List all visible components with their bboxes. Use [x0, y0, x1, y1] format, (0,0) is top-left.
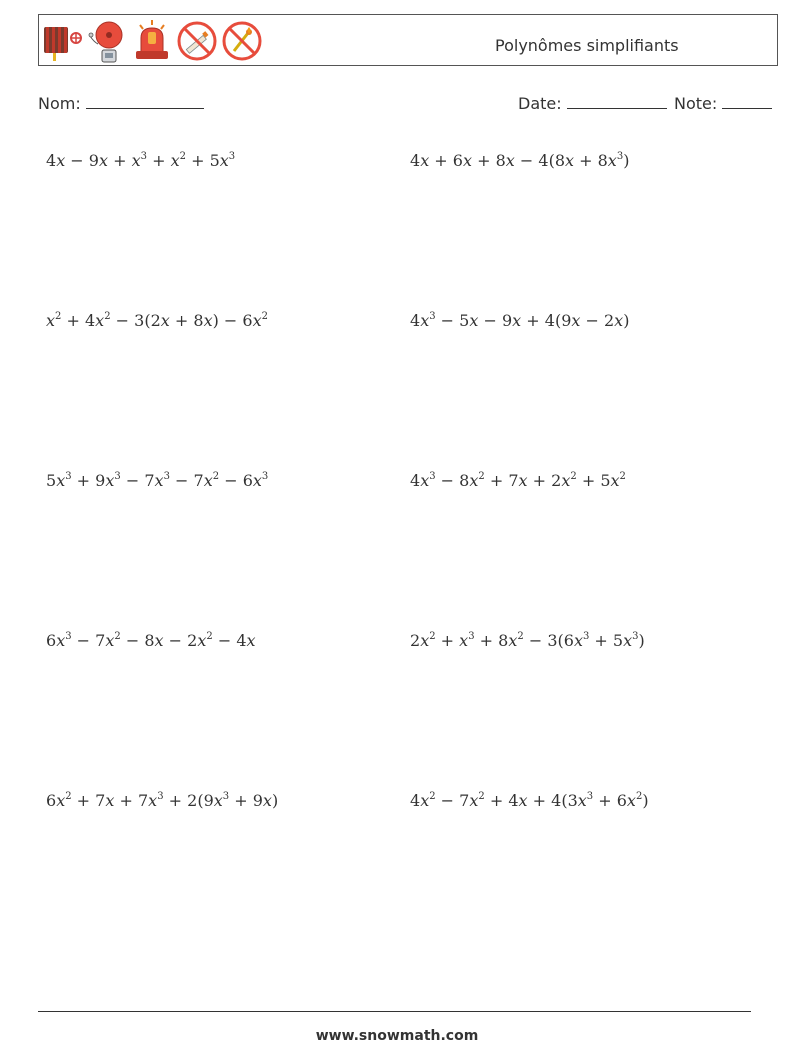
variable-x: x [610, 471, 620, 490]
expr-term: 4 [410, 791, 421, 810]
variable-x: x [98, 151, 109, 170]
problem-8 [410, 631, 645, 650]
variable-x: x [459, 631, 469, 650]
expr-term: − 8 [435, 471, 470, 490]
expr-term: − 4 [212, 631, 247, 650]
expr-term: 6 [46, 631, 57, 650]
exponent: 2 [179, 151, 186, 162]
variable-x: x [469, 791, 479, 810]
expr-term: + 8 [474, 631, 509, 650]
variable-x: x [518, 471, 528, 490]
variable-x: x [148, 791, 158, 810]
variable-x: x [469, 311, 479, 330]
expr-term: − 8 [120, 631, 155, 650]
date-blank[interactable] [567, 94, 667, 109]
expr-term: − 3(6 [523, 631, 574, 650]
expr-term: ) [623, 151, 630, 170]
expr-term: − 5 [435, 311, 470, 330]
expr-term: + 9 [71, 471, 106, 490]
exponent: 3 [261, 471, 269, 482]
exponent: 2 [206, 631, 213, 642]
expr-term: + 7 [71, 791, 106, 810]
exponent: 3 [429, 311, 436, 322]
exponent: 2 [55, 311, 62, 322]
variable-x: x [420, 791, 430, 810]
header-icons [41, 18, 263, 64]
expr-term: + 2 [527, 471, 562, 490]
exponent: 2 [114, 631, 121, 642]
problem-3 [46, 311, 268, 330]
expr-term: + 8 [574, 151, 608, 170]
problem-5 [46, 471, 268, 490]
exponent: 2 [65, 791, 72, 802]
exponent: 3 [114, 471, 121, 482]
exponent: 3 [228, 151, 236, 162]
problem-2 [410, 151, 629, 170]
variable-x: x [420, 151, 430, 170]
variable-x: x [571, 311, 581, 330]
variable-x: x [56, 151, 66, 170]
variable-x: x [154, 631, 164, 650]
grade-label: Note: [674, 94, 718, 113]
variable-x: x [131, 151, 141, 170]
variable-x: x [508, 631, 518, 650]
name-blank[interactable] [86, 94, 204, 109]
expr-term: 4 [46, 151, 57, 170]
variable-x: x [203, 471, 213, 490]
expr-term: + 4 [61, 311, 96, 330]
variable-x: x [420, 311, 430, 330]
page-title: Polynômes simplifiants [495, 36, 679, 55]
variable-x: x [262, 791, 272, 810]
expr-term: 2 [410, 631, 421, 650]
variable-x: x [252, 471, 262, 490]
expr-term: − 7 [71, 631, 106, 650]
expr-term: 4 [410, 151, 421, 170]
expr-term: − 2 [580, 311, 615, 330]
variable-x: x [219, 151, 229, 170]
variable-x: x [518, 791, 528, 810]
expr-term: + 6 [429, 151, 463, 170]
variable-x: x [577, 791, 587, 810]
expr-term: + [147, 151, 171, 170]
exponent: 3 [163, 471, 170, 482]
variable-x: x [56, 631, 66, 650]
date-field[interactable] [518, 94, 667, 113]
variable-x: x [154, 471, 164, 490]
expr-term: 4 [410, 311, 421, 330]
variable-x: x [623, 631, 633, 650]
exponent: 3 [429, 471, 436, 482]
fire-alarm-bell-icon [86, 18, 128, 64]
problem-4 [410, 311, 629, 330]
footer-url[interactable]: www.snowmath.com [315, 1028, 479, 1044]
expr-term: + 8 [169, 311, 204, 330]
expr-term: ) [642, 791, 649, 810]
exponent: 3 [140, 151, 147, 162]
exponent: 3 [222, 791, 230, 802]
exponent: 3 [586, 791, 594, 802]
expr-term: + 4(3 [527, 791, 578, 810]
variable-x: x [505, 151, 515, 170]
exponent: 2 [212, 471, 220, 482]
expr-term: − 7 [169, 471, 204, 490]
expr-term: + 9 [229, 791, 263, 810]
expr-term: 4 [410, 471, 421, 490]
variable-x: x [246, 631, 256, 650]
expr-term: ) [623, 311, 630, 330]
no-matches-icon [221, 18, 263, 64]
expr-term: + 6 [593, 791, 627, 810]
expr-term: − 3(2 [110, 311, 161, 330]
expr-term: 5 [46, 471, 57, 490]
expr-term: − 4(8 [514, 151, 565, 170]
exponent: 3 [157, 791, 164, 802]
variable-x: x [420, 471, 430, 490]
exponent: 2 [429, 631, 436, 642]
exponent: 2 [261, 311, 268, 322]
expr-term: ) − 6 [212, 311, 253, 330]
variable-x: x [469, 471, 479, 490]
exponent: 2 [104, 311, 111, 322]
variable-x: x [252, 311, 262, 330]
expr-term: + 2(9 [163, 791, 214, 810]
variable-x: x [56, 791, 66, 810]
exponent: 2 [619, 471, 626, 482]
exponent: 3 [65, 631, 72, 642]
problem-7 [46, 631, 256, 650]
problem-10 [410, 791, 649, 810]
exponent: 2 [429, 791, 436, 802]
expr-term: + [435, 631, 460, 650]
variable-x: x [197, 631, 207, 650]
expr-term: + 5 [185, 151, 220, 170]
name-label: Nom: [38, 94, 81, 113]
exponent: 2 [635, 791, 643, 802]
expr-term: + 5 [589, 631, 624, 650]
variable-x: x [561, 471, 571, 490]
variable-x: x [512, 311, 522, 330]
expr-term: − 2 [163, 631, 198, 650]
exponent: 2 [478, 791, 485, 802]
expr-term: + [108, 151, 132, 170]
expr-term: − 9 [478, 311, 513, 330]
expr-term: + 7 [484, 471, 519, 490]
variable-x: x [573, 631, 583, 650]
variable-x: x [56, 471, 66, 490]
variable-x: x [213, 791, 223, 810]
variable-x: x [607, 151, 617, 170]
exponent: 2 [478, 471, 485, 482]
exponent: 3 [582, 631, 590, 642]
exponent: 2 [517, 631, 524, 642]
expr-term: ) [638, 631, 645, 650]
variable-x: x [105, 791, 115, 810]
expr-term: + 8 [472, 151, 506, 170]
name-field[interactable] [38, 94, 204, 113]
grade-blank[interactable] [722, 94, 772, 109]
variable-x: x [203, 311, 213, 330]
variable-x: x [105, 631, 115, 650]
grade-field[interactable] [674, 94, 772, 113]
exponent: 3 [468, 631, 475, 642]
expr-term: 6 [46, 791, 57, 810]
variable-x: x [626, 791, 636, 810]
fire-hose-reel-icon [41, 18, 83, 64]
expr-term: − 9 [65, 151, 99, 170]
expr-term: ) [271, 791, 279, 810]
variable-x: x [462, 151, 473, 170]
no-smoking-icon [176, 18, 218, 64]
problem-9 [46, 791, 278, 810]
worksheet-header [38, 14, 778, 66]
variable-x: x [614, 311, 624, 330]
expr-term: − 7 [435, 791, 470, 810]
exponent: 3 [65, 471, 72, 482]
variable-x: x [565, 151, 575, 170]
variable-x: x [95, 311, 105, 330]
variable-x: x [160, 311, 170, 330]
exponent: 3 [616, 151, 624, 162]
variable-x: x [46, 311, 56, 330]
expr-term: + 4(9 [521, 311, 572, 330]
footer-divider [38, 1011, 751, 1012]
exponent: 3 [632, 631, 639, 642]
date-label: Date: [518, 94, 562, 113]
problem-1 [46, 151, 235, 170]
expr-term: + 7 [114, 791, 149, 810]
variable-x: x [105, 471, 115, 490]
exponent: 2 [570, 471, 577, 482]
expr-term: − 7 [120, 471, 155, 490]
variable-x: x [420, 631, 430, 650]
variable-x: x [170, 151, 180, 170]
emergency-siren-light-icon [131, 18, 173, 64]
expr-term: − 6 [219, 471, 253, 490]
expr-term: + 4 [484, 791, 519, 810]
problem-6 [410, 471, 626, 490]
expr-term: + 5 [576, 471, 611, 490]
